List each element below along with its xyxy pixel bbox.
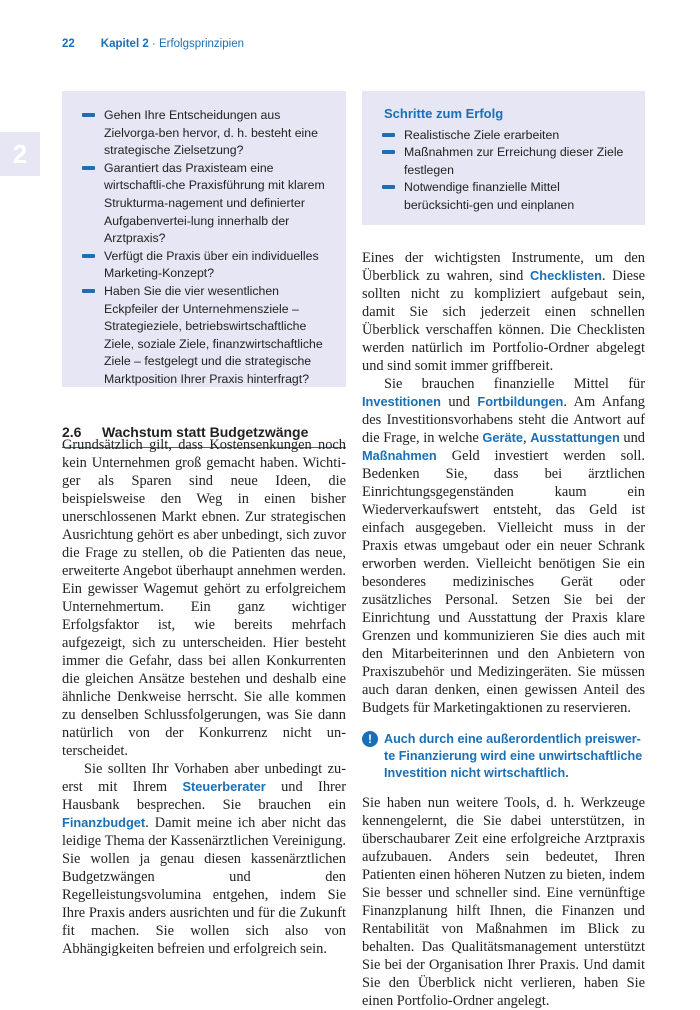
list-item-text: Maßnahmen zur Erreichung dieser Ziele festlegen bbox=[404, 145, 624, 177]
running-header bbox=[62, 38, 244, 50]
checklist bbox=[62, 107, 346, 389]
list-item bbox=[362, 179, 645, 214]
steps-box-title: Schritte zum Erfolg bbox=[384, 106, 504, 121]
paragraph: Sie haben nun weitere Tools, d. h. Werkzeuge kennengelernt, die Sie dabei unterstützen, in überschaubarer Zeit eine erfolgreiche Arztpraxis aufzubauen. Anders sein bedeutet, Ihren Patienten einen höheren Nutzen zu bieten, indem Sie besser und schneller sind. Eine vernünftige Finanzplanung hilft Ihnen, die Finanzen und Rentabilität von Maßnahmen im Blick zu behalten. Das Qualitätsmanagement unterstützt Sie bei der Organisation Ihrer Praxis. Und damit Sie den Überblick nicht verlieren, haben Sie einen Portfolio-Ordner angelegt. bbox=[362, 795, 645, 1009]
exclamation-icon: ! bbox=[362, 731, 378, 747]
list-item bbox=[62, 107, 346, 160]
keyword: Steuerberater bbox=[182, 779, 266, 794]
text-run: Geld investiert werden soll. Bedenken Sie, dass bei ärztlichen Einrichtungsgegenständen kaum ein Wiederverkaufswert entsteht, das Geld ist einfach ausgegeben. Vielleicht muss in der Praxis etwas umgebaut oder ein neuer Schrank erworben werden. Vielleicht benötigen Sie ein besonderes medizinisches Gerät oder zusätzliches Personal. Setzen Sie bei der Einrichtung und Ausstattung der Praxis klare Grenzen und kommunizieren Sie dies auch mit den Mitarbeiterinnen und den Anbietern von Praxiszubehör und Medizingeräten. Sie müssen auch daran denken, einen gewissen Anteil des Budgets für Marketingaktionen zu reservieren. bbox=[362, 448, 645, 716]
text-run: Sie sollten Ihr Vorhaben aber unbedingt zuerst mit Ihrem bbox=[62, 761, 346, 795]
bullet-dash-icon bbox=[82, 254, 95, 258]
steps-list bbox=[362, 127, 645, 215]
text-run: , bbox=[522, 430, 531, 446]
list-item bbox=[62, 283, 346, 389]
text-run: und bbox=[619, 430, 645, 446]
warning-note bbox=[362, 731, 645, 782]
chapter-label: Kapitel 2 bbox=[100, 38, 149, 50]
text-run: Eines der wichtigsten Instrumente, um den Überblick zu wahren, sind bbox=[362, 250, 645, 284]
list-item-text: Realistische Ziele erarbeiten bbox=[404, 127, 560, 142]
left-column bbox=[62, 436, 346, 958]
list-item bbox=[62, 160, 346, 248]
paragraph bbox=[362, 375, 645, 717]
bullet-dash-icon bbox=[82, 289, 95, 293]
text-run: und Ihrer Hausbank besprechen. Sie brauchen ein bbox=[62, 779, 346, 813]
text-run: . Damit meine ich aber nicht das leidige Thema der Kassenärztlichen Vereinigung. Sie wollen ja genau diesen kassenärztlichen Budgetzwängen und den Regelleistungsvolumina entgehen, indem Sie Ihre Praxis anders ausrichten und für die Zukunft fit machen. Sie wollen sich also von Abhängigkeiten befreien und erfolgreich sein. bbox=[62, 815, 346, 957]
page-number: 22 bbox=[62, 38, 75, 50]
text-run: . Am Anfang des Investitionsvorhabens steht die Antwort auf die Frage, in welche bbox=[362, 394, 645, 446]
list-item bbox=[362, 127, 645, 145]
steps-box bbox=[362, 91, 645, 225]
keyword: Fortbildungen bbox=[477, 394, 564, 409]
keyword: Investitionen bbox=[362, 394, 441, 409]
keyword: Checklisten bbox=[530, 268, 602, 283]
text-run: und bbox=[440, 394, 478, 410]
list-item-text: Notwendige finanzielle Mittel berücksichti-gen und einplanen bbox=[404, 180, 575, 212]
right-column bbox=[362, 249, 645, 1010]
paragraph bbox=[362, 249, 645, 375]
note-text: Auch durch eine außerordentlich preiswerte Finanzierung wird eine unwirtschaftliche Investition nicht wirtschaftlich. bbox=[384, 732, 643, 780]
checklist-box bbox=[62, 91, 346, 387]
list-item-text: Haben Sie die vier wesentlichen Eckpfeiler der Unternehmensziele – Strategieziele, betriebswirtschaftliche Ziele, soziale Ziele, finanzwirtschaftliche Ziele – festgelegt und die strategische Marktposition Ihrer Praxis hinterfragt? bbox=[104, 283, 323, 386]
bullet-dash-icon bbox=[382, 133, 395, 137]
bullet-dash-icon bbox=[382, 185, 395, 189]
section-number: 2.6 bbox=[62, 424, 82, 440]
keyword: Ausstattungen bbox=[530, 430, 620, 445]
text-run: Sie brauchen finanzielle Mittel für bbox=[384, 376, 645, 392]
keyword: Maßnahmen bbox=[362, 448, 437, 463]
list-item-text: Verfügt die Praxis über ein individuelles Marketing-Konzept? bbox=[104, 248, 319, 281]
list-item bbox=[362, 144, 645, 179]
header-separator: · bbox=[148, 38, 159, 50]
bullet-dash-icon bbox=[82, 113, 95, 117]
section-title: Wachstum statt Budgetzwänge bbox=[102, 424, 309, 440]
keyword: Finanzbudget bbox=[62, 815, 146, 830]
list-item-text: Gehen Ihre Entscheidungen aus Zielvorga-ben hervor, d. h. besteht eine strategische Zielsetzung? bbox=[104, 108, 318, 158]
bullet-dash-icon bbox=[382, 150, 395, 154]
bullet-dash-icon bbox=[82, 166, 95, 170]
paragraph: Grundsätzlich gilt, dass Kostensenkungen noch kein Unternehmen groß gemacht haben. Wichtiger als Sparen sind neue Ideen, die beispielsweise den Weg in einen bisher unerschlossenen Markt ebnen. Zur strategischen Ausrichtung gehört es aber unbedingt, sich zuvor die Frage zu stellen, ob die Patienten das neue, erweiterte Angebot überhaupt annehmen werden. Ein gewisser Wagemut gehört zu erfolgreichem Unternehmertum. Ein ganz wichtiger Erfolgsfaktor ist, wie bereits mehrfach aufgezeigt, sich zu unterscheiden. Hier besteht immer die Gefahr, dass bei allen Konkurrenten die gleichen Ansätze bestehen und deshalb eine ähnliche Denkweise herrscht. Sie alle kommen zu denselben Schlussfolgerungen, was Sie dann natürlich von der Konkurrenz nicht unterscheidet. bbox=[62, 437, 346, 759]
keyword: Geräte bbox=[482, 430, 523, 445]
chapter-tab: 2 bbox=[0, 132, 40, 176]
chapter-title: Erfolgsprinzipien bbox=[158, 38, 244, 50]
text-run: . Diese sollten nicht zu kompliziert aufgebaut sein, damit Sie sich jederzeit einen schnellen Überblick verschaffen können. Die Checklisten werden natürlich im Portfolio-Ordner abgelegt und sind somit immer griffbereit. bbox=[362, 268, 645, 374]
list-item-text: Garantiert das Praxisteam eine wirtschaftli-che Praxisführung mit klarem Strukturma-nagement und definierter Aufgabenvertei-lung innerhalb der Arztpraxis? bbox=[104, 160, 325, 246]
paragraph bbox=[62, 760, 346, 958]
list-item bbox=[62, 248, 346, 283]
